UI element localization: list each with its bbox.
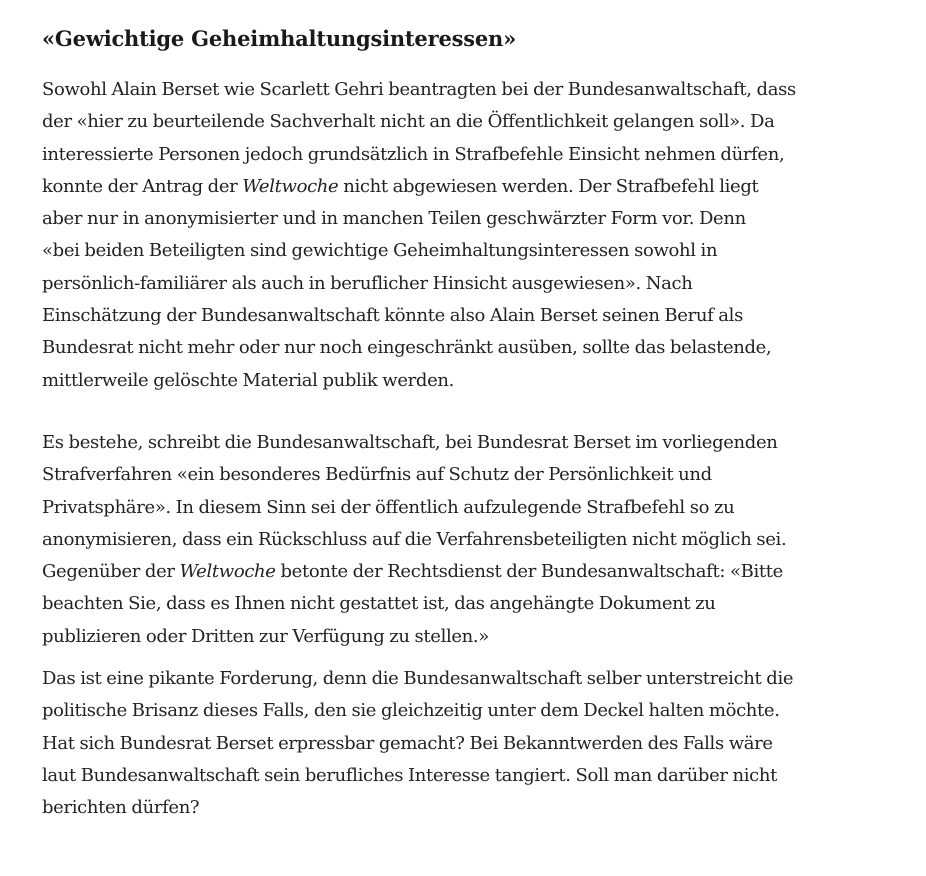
paragraph-3 xyxy=(42,663,918,824)
text-segment: betonte der Rechtsdienst der Bundesanwaltschaft: «Bitte xyxy=(275,561,783,583)
paragraph-line: Privatsphäre». In diesem Sinn sei der öffentlich aufzulegende Strafbefehl so zu xyxy=(42,496,735,518)
paragraph-line: Hat sich Bundesrat Berset erpressbar gemacht? Bei Bekanntwerden des Falls wäre xyxy=(42,732,773,754)
text-segment: Gegenüber der xyxy=(42,561,180,583)
text-segment: nicht abgewiesen werden. Der Strafbefehl liegt xyxy=(338,175,759,197)
paragraph-line: politische Brisanz dieses Falls, den sie gleichzeitig unter dem Deckel halten möchte. xyxy=(42,700,780,722)
text-segment: konnte der Antrag der xyxy=(42,175,243,197)
paragraph-line: anonymisieren, dass ein Rückschluss auf die Verfahrensbeteiligten nicht möglich sei. xyxy=(42,528,787,550)
paragraph-line: Strafverfahren «ein besonderes Bedürfnis auf Schutz der Persönlichkeit und xyxy=(42,464,712,486)
article-subheading: «Gewichtige Geheimhaltungsinteressen» xyxy=(42,26,517,51)
paragraph-2 xyxy=(42,427,918,653)
article-body xyxy=(42,24,918,825)
paragraph-line: mittlerweile gelöschte Material publik werden. xyxy=(42,369,454,391)
paragraph-line: aber nur in anonymisierter und in manchen Teilen geschwärzter Form vor. Denn xyxy=(42,208,746,230)
paragraph-line: persönlich-familiärer als auch in beruflicher Hinsicht ausgewiesen». Nach xyxy=(42,272,693,294)
publication-name-weltwoche: Weltwoche xyxy=(179,561,276,583)
paragraph-line: interessierte Personen jedoch grundsätzlich in Strafbefehle Einsicht nehmen dürfen, xyxy=(42,143,785,165)
paragraph-line: Es bestehe, schreibt die Bundesanwaltschaft, bei Bundesrat Berset im vorliegenden xyxy=(42,431,778,453)
paragraph-line: laut Bundesanwaltschaft sein berufliches Interesse tangiert. Soll man darüber nicht xyxy=(42,764,778,786)
paragraph-line xyxy=(42,556,918,588)
paragraph-line: Einschätzung der Bundesanwaltschaft könnte also Alain Berset seinen Beruf als xyxy=(42,305,743,327)
paragraph-line: beachten Sie, dass es Ihnen nicht gestattet ist, das angehängte Dokument zu xyxy=(42,593,716,615)
paragraph-line: berichten dürfen? xyxy=(42,797,200,819)
paragraph-line: «bei beiden Beteiligten sind gewichtige Geheimhaltungsinteressen sowohl in xyxy=(42,240,718,262)
paragraph-1 xyxy=(42,74,918,397)
paragraph-line xyxy=(42,171,918,203)
paragraph-line: Das ist eine pikante Forderung, denn die Bundesanwaltschaft selber unterstreicht die xyxy=(42,668,794,690)
paragraph-line: publizieren oder Dritten zur Verfügung zu stellen.» xyxy=(42,625,489,647)
paragraph-line: der «hier zu beurteilende Sachverhalt nicht an die Öffentlichkeit gelangen soll». Da xyxy=(42,111,775,133)
paragraph-line: Sowohl Alain Berset wie Scarlett Gehri beantragten bei der Bundesanwaltschaft, dass xyxy=(42,79,796,100)
paragraph-line: Bundesrat nicht mehr oder nur noch eingeschränkt ausüben, sollte das belastende, xyxy=(42,337,772,359)
publication-name-weltwoche: Weltwoche xyxy=(242,175,339,197)
